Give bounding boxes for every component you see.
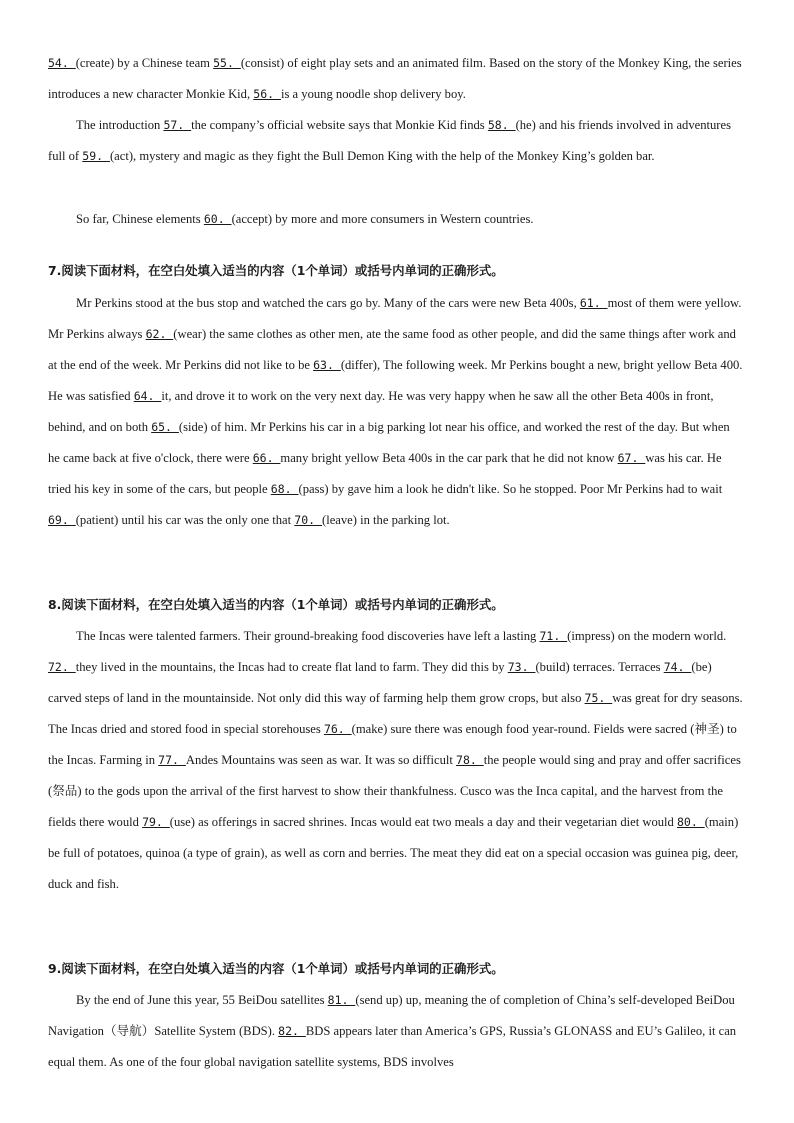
blank-54[interactable]: 54.: [48, 56, 76, 70]
text-segment: was great for dry seasons. The Incas dried and stored food in special storehouses: [48, 691, 743, 736]
blank-68[interactable]: 68.: [270, 482, 299, 496]
section-7-heading: 7.阅读下面材料，在空白处填入适当的内容（1个单词）或括号内单词的正确形式。: [48, 263, 504, 278]
text-segment: (patient) until his car was the only one that: [75, 513, 295, 527]
blank-75[interactable]: 75.: [584, 691, 613, 705]
section-9-heading: 9.阅读下面材料，在空白处填入适当的内容（1个单词）或括号内单词的正确形式。: [48, 961, 504, 976]
blank-65[interactable]: 65.: [151, 420, 179, 434]
passage-6-paragraph-2: [48, 110, 744, 172]
blank-72[interactable]: 72.: [48, 660, 76, 674]
text-segment: the people would sing and pray and offer sacrifices (祭品) to the gods upon the arrival of the first harvest to show their thankfulness. Cusco was the Inca capital, and the harvest from the fields there would: [48, 753, 741, 829]
text-segment: Andes Mountains was seen as war. It was so difficult: [185, 753, 457, 767]
passage-8-paragraph-1: [48, 621, 744, 900]
text-segment: So far, Chinese elements: [76, 212, 204, 226]
section-8-heading: 8.阅读下面材料，在空白处填入适当的内容（1个单词）或括号内单词的正确形式。: [48, 597, 504, 612]
text-segment: BDS appears later than America’s GPS, Russia’s GLONASS and EU’s Galileo, it can equal them. As one of the four global navigation satellite systems, BDS involves: [48, 1024, 737, 1069]
text-segment: The introduction: [76, 118, 164, 132]
text-segment: The Incas were talented farmers. Their ground-breaking food discoveries have left a lasting: [76, 629, 540, 643]
text-segment: the company’s official website says that Monkie Kid finds: [191, 118, 488, 132]
text-segment: (use) as offerings in sacred shrines. Incas would eat two meals a day and their vegetarian diet would: [169, 815, 677, 829]
blank-58[interactable]: 58.: [487, 118, 516, 132]
text-segment: is a young noodle shop delivery boy.: [280, 87, 466, 101]
text-segment: was his car. He tried his key in some of the cars, but people: [48, 451, 722, 496]
text-segment: (build) terraces. Terraces: [535, 660, 664, 674]
text-segment: (leave) in the parking lot.: [322, 513, 450, 527]
blank-57[interactable]: 57.: [163, 118, 192, 132]
blank-67[interactable]: 67.: [617, 451, 646, 465]
text-segment: (send up) up, meaning the of completion of China’s self-developed BeiDou Navigation（导航）Satellite System (BDS).: [48, 993, 735, 1038]
blank-61[interactable]: 61.: [579, 296, 608, 310]
text-segment: (create) by a Chinese team: [75, 56, 214, 70]
blank-82[interactable]: 82.: [278, 1024, 306, 1038]
text-segment: (differ), The following week. Mr Perkins bought a new, bright yellow Beta 400. He was satisfied: [48, 358, 743, 403]
text-segment: (accept) by more and more consumers in Western countries.: [231, 212, 534, 226]
blank-78[interactable]: 78.: [456, 753, 484, 767]
blank-70[interactable]: 70.: [294, 513, 322, 527]
text-segment: (he) and his friends involved in adventures full of: [48, 118, 731, 163]
text-segment: most of them were yellow. Mr Perkins always: [48, 296, 742, 341]
text-segment: (side) of him. Mr Perkins his car in a big parking lot near his office, and worked the rest of the day. But when he came back at five o'clock, there were: [48, 420, 730, 465]
blank-60[interactable]: 60.: [203, 212, 232, 226]
blank-76[interactable]: 76.: [323, 722, 352, 736]
blank-79[interactable]: 79.: [142, 815, 170, 829]
text-segment: they lived in the mountains, the Incas had to create flat land to farm. They did this by: [75, 660, 508, 674]
blank-77[interactable]: 77.: [158, 753, 186, 767]
blank-56[interactable]: 56.: [253, 87, 281, 101]
blank-63[interactable]: 63.: [313, 358, 341, 372]
text-segment: (make) sure there was enough food year-round. Fields were sacred (神圣) to the Incas. Farming in: [48, 722, 737, 767]
text-segment: (main) be full of potatoes, quinoa (a type of grain), as well as corn and berries. The meat they did eat on a special occasion was guinea pig, deer, duck and fish.: [48, 815, 739, 891]
passage-9-paragraph-1: [48, 985, 744, 1078]
blank-74[interactable]: 74.: [663, 660, 692, 674]
text-segment: (be) carved steps of land in the mountainside. Not only did this way of farming help them grow crops, but also: [48, 660, 712, 705]
text-segment: Mr Perkins stood at the bus stop and watched the cars go by. Many of the cars were new Beta 400s,: [76, 296, 580, 310]
text-segment: (consist) of eight play sets and an animated film. Based on the story of the Monkey King, the series introduces a new character Monkie Kid,: [48, 56, 742, 101]
text-segment: (wear) the same clothes as other men, ate the same food as other people, and did the same things after work and at the end of the week. Mr Perkins did not like to be: [48, 327, 736, 372]
blank-73[interactable]: 73.: [507, 660, 536, 674]
blank-55[interactable]: 55.: [213, 56, 241, 70]
text-segment: (pass) by gave him a look he didn't like. So he stopped. Poor Mr Perkins had to wait: [298, 482, 723, 496]
blank-80[interactable]: 80.: [676, 815, 705, 829]
passage-6-paragraph-3: [48, 204, 744, 235]
passage-6-paragraph-1: [48, 48, 744, 110]
blank-64[interactable]: 64.: [133, 389, 162, 403]
text-segment: many bright yellow Beta 400s in the car park that he did not know: [280, 451, 618, 465]
blank-66[interactable]: 66.: [252, 451, 281, 465]
blank-62[interactable]: 62.: [145, 327, 174, 341]
blank-59[interactable]: 59.: [82, 149, 110, 163]
text-segment: By the end of June this year, 55 BeiDou satellites: [76, 993, 328, 1007]
blank-81[interactable]: 81.: [327, 993, 356, 1007]
text-segment: it, and drove it to work on the very next day. He was very happy when he saw all the other Beta 400s in front, behind, and on both: [48, 389, 714, 434]
text-segment: (impress) on the modern world.: [567, 629, 727, 643]
passage-7-paragraph-1: [48, 288, 744, 536]
text-segment: (act), mystery and magic as they fight the Bull Demon King with the help of the Monkey King’s golden bar.: [109, 149, 655, 163]
blank-69[interactable]: 69.: [48, 513, 76, 527]
blank-71[interactable]: 71.: [539, 629, 568, 643]
